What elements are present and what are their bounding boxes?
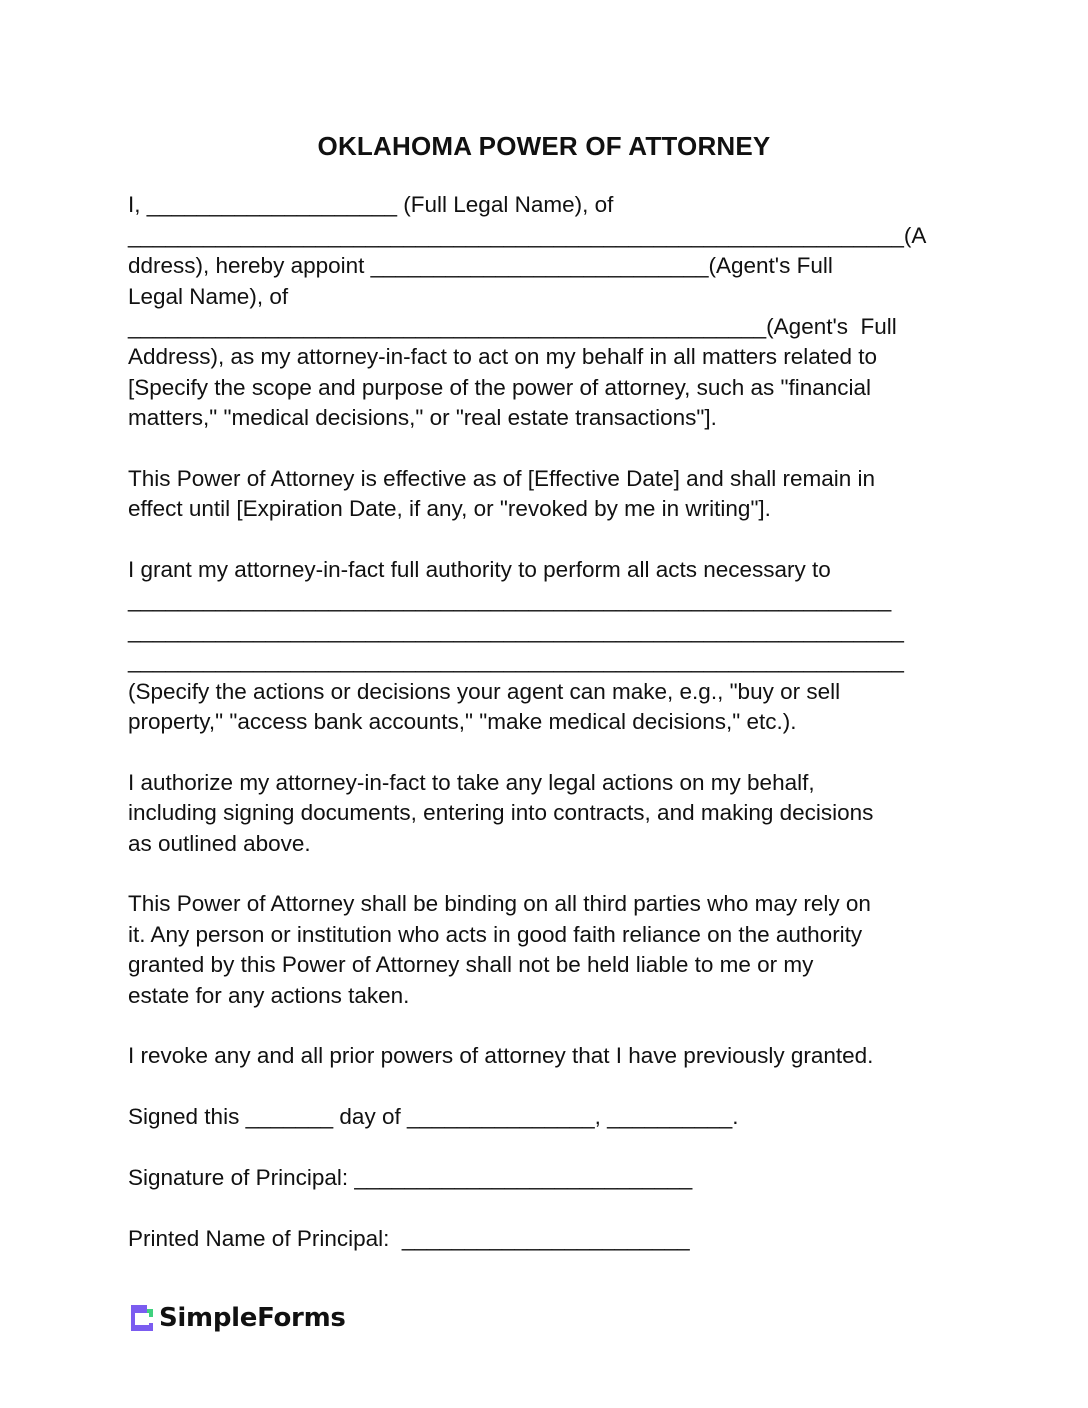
paragraph-line: [Specify the scope and purpose of the power of attorney, such as "financial [128,375,872,400]
paragraph-line: ddress), hereby appoint ___________________________(Agent's Full [128,253,833,278]
paragraph-line: as outlined above. [128,831,311,856]
paragraph-line: This Power of Attorney shall be binding on all third parties who may rely on [128,891,871,916]
paragraph-line: This Power of Attorney is effective as of [Effective Date] and shall remain in [128,466,876,491]
paragraph-line: granted by this Power of Attorney shall not be held liable to me or my [128,952,814,977]
blank-line: ______________________________________________________________ [128,618,904,643]
paragraph-line: including signing documents, entering into contracts, and making decisions [128,800,874,825]
signed-date-line: Signed this _______ day of _______________, __________. [128,1104,739,1129]
paragraph-line: property," "access bank accounts," "make medical decisions," etc.). [128,709,797,734]
paragraph-line: estate for any actions taken. [128,983,410,1008]
blank-line: ______________________________________________________________ [128,648,904,673]
paragraph-line: matters," "medical decisions," or "real estate transactions"]. [128,405,717,430]
paragraph-line: I grant my attorney-in-fact full authority to perform all acts necessary to [128,557,831,582]
paragraph-line: ___________________________________________________(Agent's Full [128,314,897,339]
paragraph-line: (Specify the actions or decisions your agent can make, e.g., "buy or sell [128,679,841,704]
blank-line: _____________________________________________________________ [128,587,892,612]
paragraph-line: effect until [Expiration Date, if any, or "revoked by me in writing"]. [128,496,771,521]
brand-name: SimpleForms [159,1303,346,1333]
paragraph-line: ______________________________________________________________(A [128,223,927,248]
simpleforms-logo-icon [131,1305,153,1331]
document-title: OKLAHOMA POWER OF ATTORNEY [317,131,771,161]
paragraph-line: it. Any person or institution who acts in good faith reliance on the authority [128,922,863,947]
paragraph-line: I revoke any and all prior powers of attorney that I have previously granted. [128,1043,874,1068]
principal-signature-line: Signature of Principal: ___________________________ [128,1165,693,1190]
principal-printed-name-line: Printed Name of Principal: _______________________ [128,1226,690,1251]
paragraph-line: Legal Name), of [128,284,289,309]
paragraph-line: Address), as my attorney-in-fact to act on my behalf in all matters related to [128,344,878,369]
paragraph-line: I, ____________________ (Full Legal Name), of [128,192,614,217]
paragraph-line: I authorize my attorney-in-fact to take any legal actions on my behalf, [128,770,815,795]
simpleforms-logo [131,1303,346,1333]
